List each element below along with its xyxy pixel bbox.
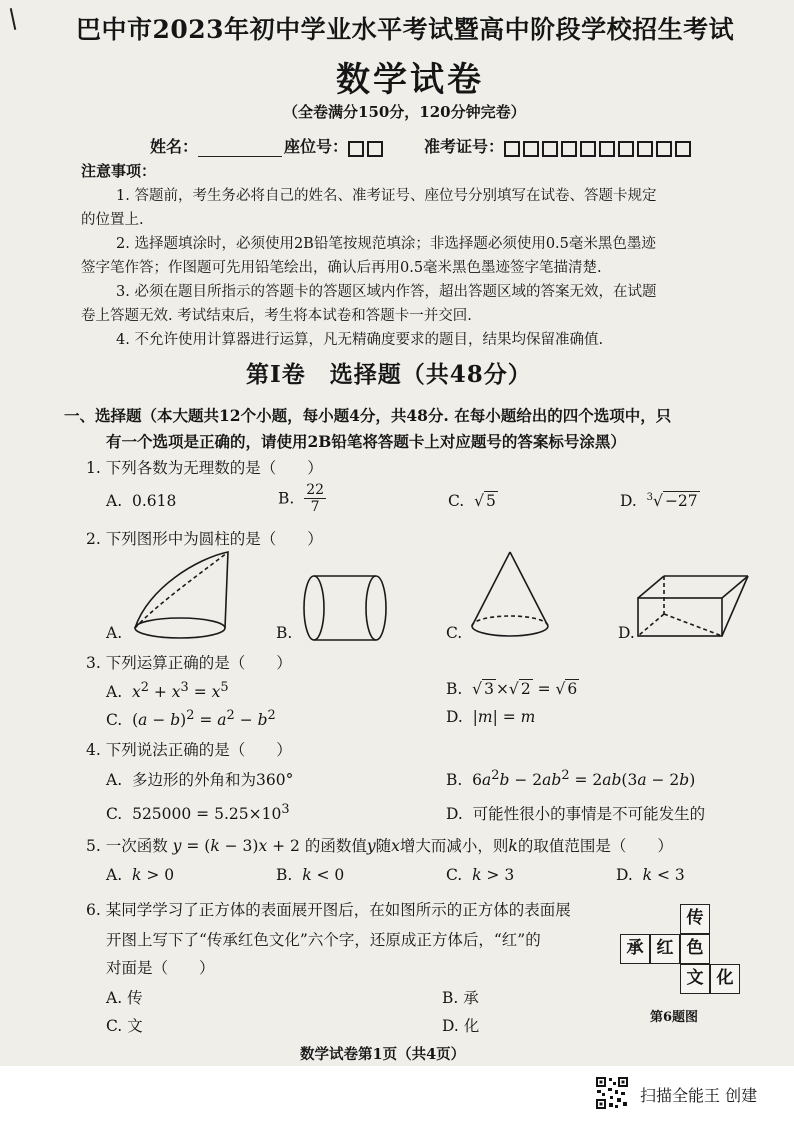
q2-figure-c-cone bbox=[466, 548, 556, 642]
q5-option-c[interactable]: C. k > 3 bbox=[446, 866, 515, 884]
score-note: （全卷满分150分，120分钟完卷） bbox=[283, 103, 526, 121]
note-line: 2. 选择题填涂时，必须使用2B铅笔按规范填涂；非选择题必须使用0.5毫米黑色墨迹 bbox=[116, 236, 656, 252]
q4-option-a[interactable]: A. 多边形的外角和为360° bbox=[106, 771, 294, 789]
note-line: 卷上答题无效. 考试结束后，考生将本试卷和答题卡一并交回. bbox=[81, 308, 472, 324]
page-footer: 数学试卷第1页（共4页） bbox=[300, 1046, 466, 1063]
q2-figure-a-oblique-cylinder bbox=[128, 548, 238, 646]
q5-option-a[interactable]: A. k > 0 bbox=[106, 866, 175, 884]
q2-stem: 2. 下列图形中为圆柱的是（ ） bbox=[86, 530, 323, 548]
exam-title: 巴中市2023年初中学业水平考试暨高中阶段学校招生考试 bbox=[76, 15, 735, 44]
net-cell: 化 bbox=[710, 964, 740, 994]
seat-field[interactable] bbox=[284, 134, 386, 157]
q6-stem-line: 对面是（ ） bbox=[106, 959, 215, 977]
q5-stem: 5. 一次函数 y = (k − 3)x + 2 的函数值y随x增大而减小，则k的取值范围是（ ） bbox=[86, 837, 673, 855]
section-title: 第Ⅰ卷 选择题（共48分） bbox=[246, 361, 532, 388]
q4-stem: 4. 下列说法正确的是（ ） bbox=[86, 741, 292, 759]
q3-option-a[interactable]: A. $x^2 + x^3 = x^5$ bbox=[106, 680, 229, 702]
scanner-watermark: 扫描全能王 创建 bbox=[640, 1086, 758, 1105]
q6-option-a[interactable]: A. 传 bbox=[106, 989, 143, 1007]
pen-mark bbox=[10, 8, 17, 30]
q4-option-d[interactable]: D. 可能性很小的事情是不可能发生的 bbox=[446, 805, 706, 823]
q4-option-c[interactable]: C. $525000 = 5.25\times 10^3$ bbox=[106, 802, 290, 824]
net-cell: 承 bbox=[620, 934, 650, 964]
net-cell: 色 bbox=[680, 934, 710, 964]
q3-option-c[interactable]: C. $(a - b)^2 = a^2 - b^2$ bbox=[106, 708, 276, 730]
note-line: 1. 答题前，考生务必将自己的姓名、准考证号、座位号分别填写在试卷、答题卡规定 bbox=[116, 188, 657, 204]
q6-stem-line: 6. 某同学学习了正方体的表面展开图后，在如图所示的正方体的表面展 bbox=[86, 901, 571, 919]
exam-id-field[interactable] bbox=[424, 134, 694, 157]
exam-id-boxes[interactable] bbox=[504, 138, 694, 157]
q1-option-b[interactable]: B. $\frac{22}{7}$ bbox=[278, 482, 325, 515]
q5-option-b[interactable]: B. k < 0 bbox=[276, 866, 345, 884]
q1-option-a[interactable]: A. 0.618 bbox=[106, 492, 177, 510]
name-blank[interactable] bbox=[198, 140, 282, 157]
q1-stem: 1. 下列各数为无理数的是（ ） bbox=[86, 459, 323, 477]
note-line: 3. 必须在题目所指示的答题卡的答题区域内作答，超出答题区域的答案无效，在试题 bbox=[116, 284, 657, 300]
q2-figure-d-prism bbox=[634, 572, 754, 640]
seat-label: 座位号： bbox=[284, 137, 349, 156]
q2-option-d[interactable]: D. bbox=[618, 624, 635, 642]
figure-caption: 第6题图 bbox=[650, 1010, 699, 1025]
exam-subtitle: 数学试卷 bbox=[336, 60, 484, 100]
q4-option-b[interactable]: B. $6a^2b - 2ab^2 = 2ab(3a - 2b)$ bbox=[446, 768, 696, 790]
exam-id-label: 准考证号： bbox=[424, 137, 505, 156]
q2-option-b[interactable]: B. bbox=[276, 624, 293, 642]
q3-option-b[interactable]: B. √ 3 ×√ 2 = √ 6 bbox=[446, 680, 578, 698]
q6-option-b[interactable]: B. 承 bbox=[442, 989, 479, 1007]
name-field[interactable] bbox=[150, 134, 282, 157]
q2-option-a[interactable]: A. bbox=[106, 624, 123, 642]
q1-option-d[interactable]: D. $^3$√ −27 bbox=[620, 492, 698, 511]
q3-option-d[interactable]: D. |m| = m bbox=[446, 708, 536, 726]
q1-option-c[interactable]: C. √ 5 bbox=[448, 492, 496, 510]
note-line: 的位置上. bbox=[81, 212, 144, 228]
seat-boxes[interactable] bbox=[348, 138, 386, 157]
net-cell: 红 bbox=[650, 934, 680, 964]
q3-stem: 3. 下列运算正确的是（ ） bbox=[86, 654, 292, 672]
section-intro: 一、选择题（本大题共12个小题，每小题4分，共48分. 在每小题给出的四个选项中，只 bbox=[64, 406, 672, 425]
q2-figure-b-cylinder bbox=[300, 570, 394, 646]
qr-code-icon bbox=[595, 1076, 629, 1110]
q2-option-c[interactable]: C. bbox=[446, 624, 463, 642]
note-line: 签字笔作答；作图题可先用铅笔绘出，确认后再用0.5毫米黑色墨迹签字笔描清楚. bbox=[81, 260, 602, 276]
net-cell: 传 bbox=[680, 904, 710, 934]
q6-option-d[interactable]: D. 化 bbox=[442, 1017, 480, 1035]
notes-heading: 注意事项： bbox=[81, 162, 157, 180]
q5-option-d[interactable]: D. k < 3 bbox=[616, 866, 685, 884]
q6-cube-net bbox=[620, 904, 750, 1004]
name-label: 姓名： bbox=[150, 137, 199, 156]
q6-stem-line: 开图上写下了“传承红色文化”六个字，还原成正方体后，“红”的 bbox=[106, 931, 541, 949]
q6-option-c[interactable]: C. 文 bbox=[106, 1017, 143, 1035]
net-cell: 文 bbox=[680, 964, 710, 994]
note-line: 4. 不允许使用计算器进行运算，凡无精确度要求的题目，结果均保留准确值. bbox=[116, 332, 604, 348]
section-intro: 有一个选项是正确的，请使用2B铅笔将答题卡上对应题号的答案标号涂黑） bbox=[106, 432, 626, 451]
